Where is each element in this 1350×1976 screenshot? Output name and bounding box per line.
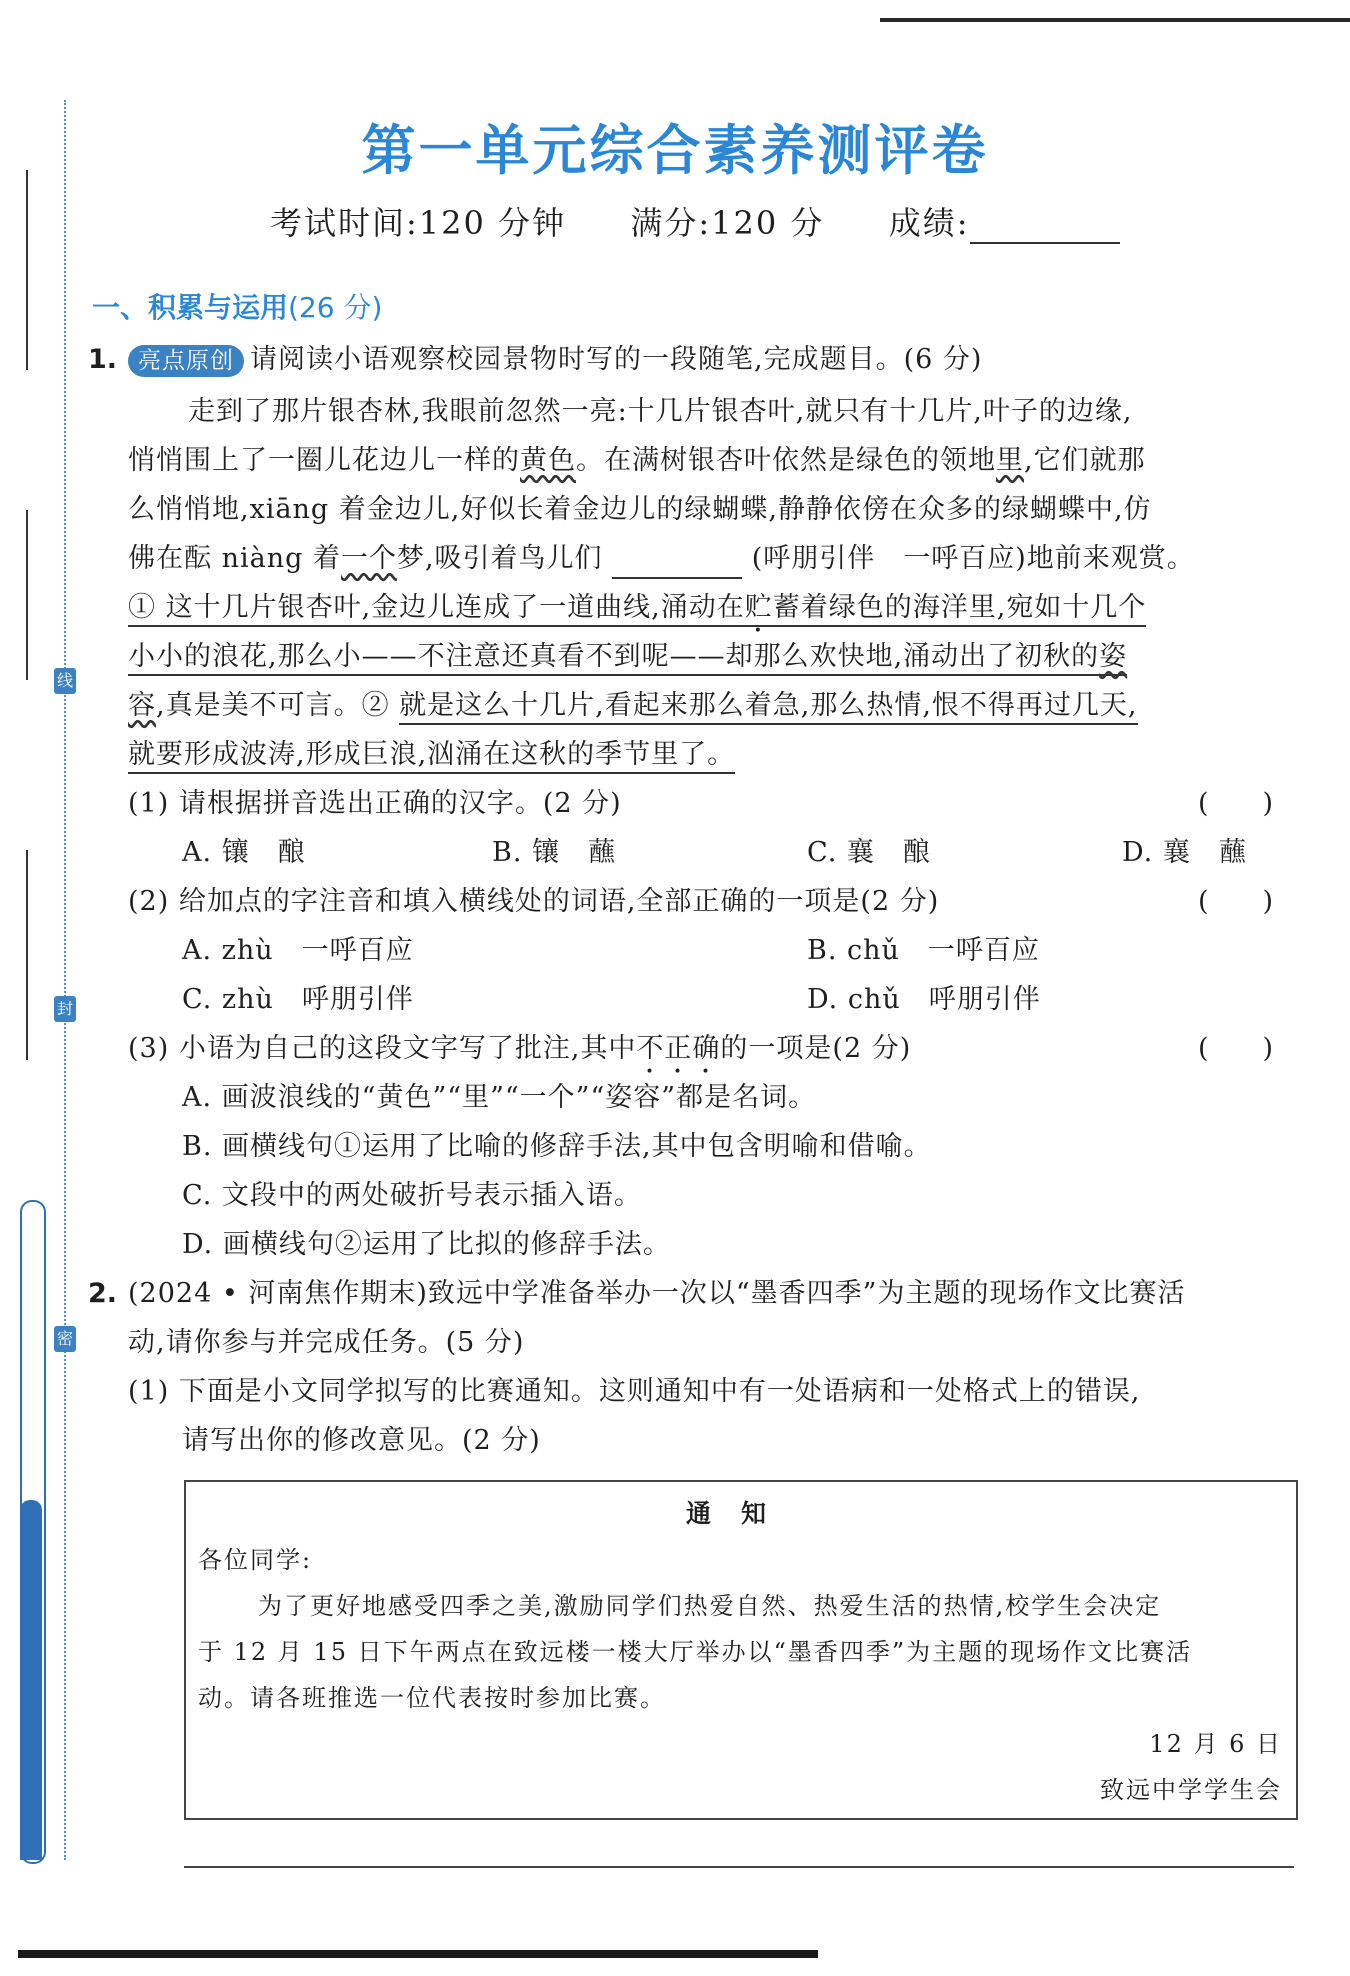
fill-blank[interactable] (612, 551, 742, 579)
side-tag-seal: 封 (54, 996, 76, 1022)
score-blank[interactable] (970, 214, 1120, 244)
option-d[interactable]: D. chǔ 呼朋引伴 (807, 984, 1041, 1015)
option-a[interactable]: A. 画波浪线的“黄色”“里”“一个”“姿容”都是名词。 (182, 1082, 817, 1113)
option-c[interactable]: C. zhù 呼朋引伴 (182, 984, 414, 1015)
answer-paren[interactable]: ( ) (1198, 1033, 1274, 1064)
question-stem: 动,请你参与并完成任务。(5 分) (128, 1327, 525, 1358)
notice-salutation: 各位同学: (198, 1546, 313, 1574)
notice-box (184, 1480, 1298, 1820)
side-band-outline (20, 1200, 46, 1864)
score-label: 成绩: (888, 204, 970, 242)
notice-body-line: 动。请各班推选一位代表按时参加比赛。 (198, 1684, 666, 1712)
answer-paren[interactable]: ( ) (1198, 886, 1274, 917)
question-stem: (2024 • 河南焦作期末)致远中学准备举办一次以“墨香四季”为主题的现场作文比赛活 (128, 1278, 1186, 1309)
question-number: 2. (88, 1278, 118, 1309)
passage-line: 容,真是美不可言。② 就是这么十几片,看起来那么着急,那么热情,恨不得再过几天, (128, 686, 1296, 726)
full-score: 满分:120 分 (630, 204, 825, 242)
sub-question-stem: 请写出你的修改意见。(2 分) (182, 1425, 541, 1456)
answer-line[interactable] (184, 1866, 1294, 1868)
question-stem (128, 340, 1296, 380)
answer-paren[interactable]: ( ) (1198, 788, 1274, 819)
passage-line: 么悄悄地,xiāng 着金边儿,好似长着金边儿的绿蝴蝶,静静依傍在众多的绿蝴蝶中,仿 (128, 494, 1152, 525)
section-title: 一、积累与运用 (92, 291, 289, 324)
top-edge-rule (880, 18, 1350, 22)
option-b[interactable]: B. 画横线句①运用了比喻的修辞手法,其中包含明喻和借喻。 (182, 1131, 932, 1162)
passage-line: 佛在酝 niàng 着一个梦,吸引着鸟儿们 (呼朋引伴 一呼百应)地前来观赏。 (128, 539, 1296, 579)
passage-line: 悄悄围上了一圈儿花边儿一样的黄色。在满树银杏叶依然是绿色的领地里,它们就那 (128, 445, 1146, 476)
sub-question-stem: (1) 下面是小文同学拟写的比赛通知。这则通知中有一处语病和一处格式上的错误, (128, 1376, 1141, 1407)
question-stem-text: 请阅读小语观察校园景物时写的一段随笔,完成题目。(6 分) (250, 344, 983, 375)
side-tag-secret: 密 (54, 1326, 76, 1352)
question-number: 1. (88, 344, 118, 375)
option-a[interactable]: A. 镶 酿 (182, 837, 306, 868)
passage-line: 走到了那片银杏林,我眼前忽然一亮:十几片银杏叶,就只有十几片,叶子的边缘, (188, 396, 1133, 427)
bottom-edge-rule (18, 1950, 818, 1958)
exam-info (270, 198, 1120, 244)
sub-question-stem: (2) 给加点的字注音和填入横线处的词语,全部正确的一项是(2 分) (128, 886, 940, 917)
options-row (182, 833, 1350, 873)
margin-rule (26, 510, 28, 680)
exam-time: 考试时间:120 分钟 (270, 204, 567, 242)
margin-rule (26, 850, 28, 1060)
option-a[interactable]: A. zhù 一呼百应 (182, 935, 414, 966)
option-c[interactable]: C. 襄 酿 (807, 837, 931, 868)
option-b[interactable]: B. 镶 蘸 (492, 837, 617, 868)
page-title: 第一单元综合素养测评卷 (361, 118, 989, 182)
option-b[interactable]: B. chǔ 一呼百应 (807, 935, 1040, 966)
notice-body-line: 于 12 月 15 日下午两点在致远楼一楼大厅举办以“墨香四季”为主题的现场作文比赛活 (198, 1638, 1193, 1666)
options-row (182, 980, 1350, 1020)
section-heading (92, 286, 382, 326)
options-row (182, 931, 1350, 971)
passage-line: 就要形成波涛,形成巨浪,汹涌在这秋的季节里了。 (128, 735, 1296, 775)
notice-title: 通知 (685, 1499, 796, 1528)
margin-rule (26, 170, 28, 370)
notice-body-line: 为了更好地感受四季之美,激励同学们热爱自然、热爱生活的热情,校学生会决定 (258, 1592, 1162, 1620)
sub-question-stem: (3) 小语为自己的这段文字写了批注,其中不正确的一项是(2 分) (128, 1033, 912, 1064)
binding-dotted-line (64, 100, 66, 1860)
original-badge: 亮点原创 (128, 345, 244, 377)
passage-line: 小小的浪花,那么小——不注意还真看不到呢——却那么欢快地,涌动出了初秋的姿 (128, 637, 1296, 677)
section-points: (26 分) (288, 291, 383, 324)
notice-signature: 致远中学学生会 (1100, 1776, 1282, 1804)
notice-date: 12 月 6 日 (1149, 1730, 1282, 1758)
sub-question-stem: (1) 请根据拼音选出正确的汉字。(2 分) (128, 788, 622, 819)
side-tag-line: 线 (54, 668, 76, 694)
option-c[interactable]: C. 文段中的两处破折号表示插入语。 (182, 1180, 642, 1211)
option-d[interactable]: D. 画横线句②运用了比拟的修辞手法。 (182, 1229, 671, 1260)
passage-line: ① 这十几片银杏叶,金边儿连成了一道曲线,涌动在贮蓄着绿色的海洋里,宛如十几个 (128, 588, 1296, 639)
option-d[interactable]: D. 襄 蘸 (1122, 837, 1247, 868)
